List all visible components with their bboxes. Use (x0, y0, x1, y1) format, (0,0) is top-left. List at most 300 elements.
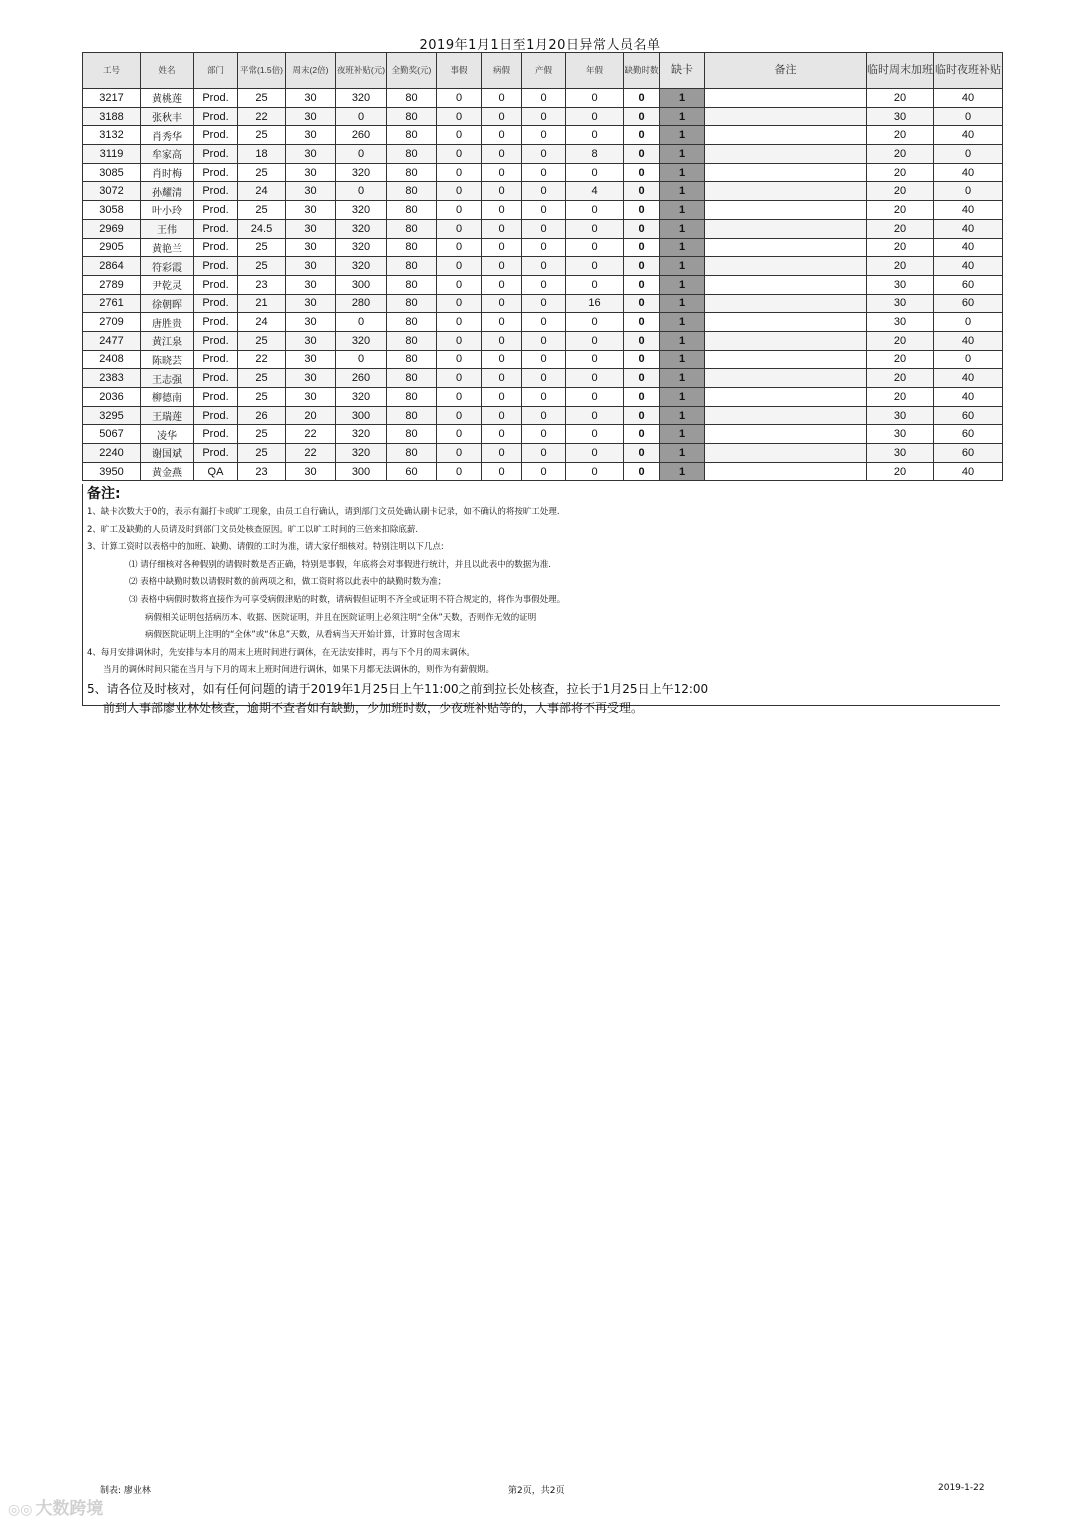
cell-remark (705, 369, 867, 388)
cell-temp-night-allowance: 40 (934, 462, 1003, 481)
cell-normal-overtime: 18 (238, 145, 286, 164)
cell-absence-hours: 0 (624, 331, 660, 350)
cell-missed-punch: 1 (660, 369, 705, 388)
col-header: 临时夜班补贴 (934, 53, 1003, 89)
cell-weekend-overtime: 30 (286, 107, 336, 126)
cell-employee-name: 孙耀清 (141, 182, 194, 201)
cell-sick-leave: 0 (482, 462, 522, 481)
cell-annual-leave: 0 (566, 406, 624, 425)
cell-weekend-overtime: 30 (286, 257, 336, 276)
cell-normal-overtime: 25 (238, 238, 286, 257)
cell-maternity-leave: 0 (522, 219, 566, 238)
cell-sick-leave: 0 (482, 201, 522, 220)
cell-night-allowance: 320 (336, 425, 387, 444)
cell-attendance-bonus: 80 (387, 107, 437, 126)
cell-attendance-bonus: 80 (387, 201, 437, 220)
cell-missed-punch: 1 (660, 238, 705, 257)
cell-night-allowance: 260 (336, 126, 387, 145)
col-header: 夜班补贴(元) (336, 53, 387, 89)
cell-employee-name: 叶小玲 (141, 201, 194, 220)
cell-remark (705, 388, 867, 407)
cell-temp-weekend-overtime: 20 (867, 89, 934, 108)
cell-annual-leave: 0 (566, 350, 624, 369)
cell-employee-name: 肖时梅 (141, 163, 194, 182)
table-row (83, 369, 1003, 388)
cell-temp-weekend-overtime: 20 (867, 331, 934, 350)
note-line: 病假医院证明上注明的“全休”或“休息”天数，从看病当天开始计算，计算时包含周末 (145, 630, 461, 641)
cell-employee-name: 肖秀华 (141, 126, 194, 145)
cell-annual-leave: 0 (566, 201, 624, 220)
cell-temp-night-allowance: 0 (934, 107, 1003, 126)
cell-absence-hours: 0 (624, 219, 660, 238)
cell-employee-id: 3295 (83, 406, 141, 425)
cell-attendance-bonus: 80 (387, 89, 437, 108)
notes-heading: 备注: (87, 486, 121, 502)
cell-annual-leave: 0 (566, 331, 624, 350)
cell-weekend-overtime: 30 (286, 388, 336, 407)
cell-sick-leave: 0 (482, 145, 522, 164)
cell-employee-id: 3085 (83, 163, 141, 182)
cell-personal-leave: 0 (437, 89, 482, 108)
cell-night-allowance: 320 (336, 163, 387, 182)
cell-remark (705, 350, 867, 369)
table-row (83, 257, 1003, 276)
table-row (83, 126, 1003, 145)
cell-attendance-bonus: 80 (387, 406, 437, 425)
cell-absence-hours: 0 (624, 444, 660, 463)
cell-maternity-leave: 0 (522, 201, 566, 220)
cell-sick-leave: 0 (482, 257, 522, 276)
cell-missed-punch: 1 (660, 201, 705, 220)
note-line: 4、每月安排调休时，先安排与本月的周末上班时间进行调休，在无法安排时，再与下个月的周末调休。 (87, 647, 475, 658)
note-line: 5、请各位及时核对，如有任何问题的请于2019年1月25日上午11:00之前到拉长处核查，拉长于1月25日上午12:00 (87, 681, 709, 696)
cell-remark (705, 313, 867, 332)
cell-employee-id: 3132 (83, 126, 141, 145)
cell-annual-leave: 0 (566, 107, 624, 126)
cell-remark (705, 238, 867, 257)
table-row (83, 444, 1003, 463)
col-header: 平常(1.5倍) (238, 53, 286, 89)
cell-weekend-overtime: 30 (286, 182, 336, 201)
cell-attendance-bonus: 80 (387, 369, 437, 388)
cell-annual-leave: 0 (566, 275, 624, 294)
cell-weekend-overtime: 30 (286, 275, 336, 294)
cell-sick-leave: 0 (482, 331, 522, 350)
cell-employee-name: 王志强 (141, 369, 194, 388)
cell-maternity-leave: 0 (522, 182, 566, 201)
cell-attendance-bonus: 80 (387, 425, 437, 444)
cell-department: Prod. (194, 313, 238, 332)
cell-absence-hours: 0 (624, 425, 660, 444)
cell-employee-name: 尹乾灵 (141, 275, 194, 294)
cell-annual-leave: 16 (566, 294, 624, 313)
cell-normal-overtime: 23 (238, 275, 286, 294)
cell-personal-leave: 0 (437, 444, 482, 463)
cell-night-allowance: 0 (336, 145, 387, 164)
cell-remark (705, 126, 867, 145)
cell-employee-id: 5067 (83, 425, 141, 444)
cell-annual-leave: 0 (566, 126, 624, 145)
cell-temp-weekend-overtime: 30 (867, 406, 934, 425)
cell-annual-leave: 0 (566, 425, 624, 444)
col-header: 缺卡 (660, 53, 705, 89)
cell-employee-id: 3217 (83, 89, 141, 108)
cell-temp-night-allowance: 0 (934, 313, 1003, 332)
cell-temp-night-allowance: 0 (934, 145, 1003, 164)
cell-normal-overtime: 25 (238, 126, 286, 145)
cell-personal-leave: 0 (437, 201, 482, 220)
cell-normal-overtime: 26 (238, 406, 286, 425)
cell-temp-weekend-overtime: 20 (867, 145, 934, 164)
cell-sick-leave: 0 (482, 126, 522, 145)
note-line: ⑴ 请仔细核对各种假别的请假时数是否正确，特别是事假，年底将会对事假进行统计，并且以此表中的数据为准. (129, 559, 551, 570)
cell-maternity-leave: 0 (522, 350, 566, 369)
cell-night-allowance: 320 (336, 444, 387, 463)
cell-employee-id: 3950 (83, 462, 141, 481)
cell-missed-punch: 1 (660, 462, 705, 481)
cell-maternity-leave: 0 (522, 331, 566, 350)
table-row (83, 238, 1003, 257)
cell-night-allowance: 0 (336, 350, 387, 369)
cell-employee-id: 2905 (83, 238, 141, 257)
cell-absence-hours: 0 (624, 294, 660, 313)
cell-annual-leave: 8 (566, 145, 624, 164)
cell-temp-night-allowance: 0 (934, 350, 1003, 369)
cell-temp-weekend-overtime: 20 (867, 182, 934, 201)
col-header: 部门 (194, 53, 238, 89)
cell-personal-leave: 0 (437, 126, 482, 145)
cell-normal-overtime: 22 (238, 350, 286, 369)
cell-remark (705, 425, 867, 444)
cell-temp-night-allowance: 0 (934, 182, 1003, 201)
cell-remark (705, 219, 867, 238)
cell-personal-leave: 0 (437, 145, 482, 164)
cell-night-allowance: 300 (336, 275, 387, 294)
col-header: 病假 (482, 53, 522, 89)
cell-temp-night-allowance: 60 (934, 406, 1003, 425)
cell-employee-id: 2383 (83, 369, 141, 388)
cell-missed-punch: 1 (660, 294, 705, 313)
table-row (83, 182, 1003, 201)
cell-maternity-leave: 0 (522, 444, 566, 463)
cell-normal-overtime: 24 (238, 182, 286, 201)
cell-missed-punch: 1 (660, 145, 705, 164)
cell-temp-night-allowance: 40 (934, 219, 1003, 238)
table-row (83, 350, 1003, 369)
cell-employee-id: 3119 (83, 145, 141, 164)
cell-temp-night-allowance: 40 (934, 126, 1003, 145)
note-line: ⑶ 表格中病假时数将直接作为可享受病假津贴的时数，请病假但证明不齐全或证明不符合规定的，将作为事假处理。 (129, 594, 566, 605)
watermark-logo-icon: ◎◎ (8, 1502, 33, 1518)
cell-weekend-overtime: 30 (286, 238, 336, 257)
cell-employee-name: 黄金燕 (141, 462, 194, 481)
cell-temp-weekend-overtime: 20 (867, 388, 934, 407)
cell-annual-leave: 0 (566, 89, 624, 108)
cell-night-allowance: 320 (336, 238, 387, 257)
cell-remark (705, 462, 867, 481)
cell-normal-overtime: 25 (238, 388, 286, 407)
cell-absence-hours: 0 (624, 462, 660, 481)
cell-employee-id: 3188 (83, 107, 141, 126)
cell-maternity-leave: 0 (522, 257, 566, 276)
cell-missed-punch: 1 (660, 89, 705, 108)
cell-normal-overtime: 21 (238, 294, 286, 313)
table-row (83, 107, 1003, 126)
cell-absence-hours: 0 (624, 145, 660, 164)
cell-employee-id: 2864 (83, 257, 141, 276)
cell-absence-hours: 0 (624, 369, 660, 388)
cell-department: Prod. (194, 163, 238, 182)
cell-personal-leave: 0 (437, 369, 482, 388)
cell-temp-weekend-overtime: 20 (867, 369, 934, 388)
cell-department: Prod. (194, 89, 238, 108)
cell-weekend-overtime: 30 (286, 331, 336, 350)
col-header: 产假 (522, 53, 566, 89)
cell-personal-leave: 0 (437, 219, 482, 238)
col-header: 姓名 (141, 53, 194, 89)
cell-weekend-overtime: 30 (286, 201, 336, 220)
cell-missed-punch: 1 (660, 425, 705, 444)
table-row (83, 294, 1003, 313)
table-row (83, 388, 1003, 407)
cell-employee-id: 2477 (83, 331, 141, 350)
cell-employee-id: 2036 (83, 388, 141, 407)
cell-temp-weekend-overtime: 20 (867, 163, 934, 182)
cell-remark (705, 201, 867, 220)
cell-missed-punch: 1 (660, 257, 705, 276)
cell-employee-name: 黄江泉 (141, 331, 194, 350)
cell-personal-leave: 0 (437, 350, 482, 369)
cell-personal-leave: 0 (437, 294, 482, 313)
cell-remark (705, 89, 867, 108)
cell-temp-weekend-overtime: 30 (867, 444, 934, 463)
cell-employee-id: 2789 (83, 275, 141, 294)
cell-night-allowance: 280 (336, 294, 387, 313)
table-row (83, 313, 1003, 332)
cell-weekend-overtime: 30 (286, 294, 336, 313)
cell-personal-leave: 0 (437, 388, 482, 407)
notes-section (82, 484, 1000, 715)
cell-normal-overtime: 22 (238, 107, 286, 126)
cell-sick-leave: 0 (482, 388, 522, 407)
cell-absence-hours: 0 (624, 350, 660, 369)
cell-sick-leave: 0 (482, 350, 522, 369)
cell-temp-weekend-overtime: 30 (867, 425, 934, 444)
cell-employee-id: 2240 (83, 444, 141, 463)
cell-absence-hours: 0 (624, 388, 660, 407)
cell-employee-name: 牟家高 (141, 145, 194, 164)
cell-attendance-bonus: 80 (387, 182, 437, 201)
cell-attendance-bonus: 80 (387, 126, 437, 145)
table-row (83, 219, 1003, 238)
col-header: 周末(2倍) (286, 53, 336, 89)
cell-attendance-bonus: 80 (387, 145, 437, 164)
cell-employee-name: 黄艳兰 (141, 238, 194, 257)
cell-missed-punch: 1 (660, 163, 705, 182)
cell-maternity-leave: 0 (522, 462, 566, 481)
cell-employee-name: 徐朝晖 (141, 294, 194, 313)
cell-missed-punch: 1 (660, 182, 705, 201)
col-header: 备注 (705, 53, 867, 89)
cell-maternity-leave: 0 (522, 425, 566, 444)
cell-department: Prod. (194, 406, 238, 425)
cell-normal-overtime: 25 (238, 331, 286, 350)
cell-employee-name: 符彩霞 (141, 257, 194, 276)
cell-employee-name: 陈晓芸 (141, 350, 194, 369)
cell-annual-leave: 0 (566, 219, 624, 238)
page-title: 2019年1月1日至1月20日异常人员名单 (419, 38, 661, 53)
cell-department: Prod. (194, 331, 238, 350)
table-row (83, 406, 1003, 425)
cell-maternity-leave: 0 (522, 275, 566, 294)
col-header: 全勤奖(元) (387, 53, 437, 89)
cell-missed-punch: 1 (660, 331, 705, 350)
col-header: 年假 (566, 53, 624, 89)
cell-absence-hours: 0 (624, 238, 660, 257)
cell-attendance-bonus: 80 (387, 331, 437, 350)
cell-employee-name: 张秋丰 (141, 107, 194, 126)
cell-attendance-bonus: 80 (387, 163, 437, 182)
table-row (83, 275, 1003, 294)
cell-missed-punch: 1 (660, 388, 705, 407)
cell-personal-leave: 0 (437, 406, 482, 425)
cell-maternity-leave: 0 (522, 313, 566, 332)
cell-department: QA (194, 462, 238, 481)
cell-absence-hours: 0 (624, 163, 660, 182)
cell-absence-hours: 0 (624, 313, 660, 332)
cell-missed-punch: 1 (660, 444, 705, 463)
cell-employee-name: 唐胜贵 (141, 313, 194, 332)
cell-employee-name: 谢国斌 (141, 444, 194, 463)
cell-employee-id: 2761 (83, 294, 141, 313)
cell-department: Prod. (194, 238, 238, 257)
cell-attendance-bonus: 80 (387, 275, 437, 294)
cell-employee-id: 3058 (83, 201, 141, 220)
cell-sick-leave: 0 (482, 107, 522, 126)
cell-personal-leave: 0 (437, 425, 482, 444)
cell-missed-punch: 1 (660, 350, 705, 369)
cell-night-allowance: 300 (336, 406, 387, 425)
cell-personal-leave: 0 (437, 107, 482, 126)
cell-attendance-bonus: 80 (387, 444, 437, 463)
cell-department: Prod. (194, 257, 238, 276)
cell-remark (705, 406, 867, 425)
cell-weekend-overtime: 30 (286, 350, 336, 369)
attendance-table (82, 52, 1003, 481)
table-row (83, 89, 1003, 108)
cell-night-allowance: 300 (336, 462, 387, 481)
cell-night-allowance: 320 (336, 89, 387, 108)
cell-temp-weekend-overtime: 20 (867, 201, 934, 220)
cell-sick-leave: 0 (482, 238, 522, 257)
cell-maternity-leave: 0 (522, 107, 566, 126)
note-line: 2、旷工及缺勤的人员请及时到部门文员处核查原因。旷工以旷工时间的三倍来扣除底薪. (87, 524, 419, 535)
cell-annual-leave: 4 (566, 182, 624, 201)
cell-remark (705, 182, 867, 201)
cell-sick-leave: 0 (482, 163, 522, 182)
cell-temp-night-allowance: 40 (934, 201, 1003, 220)
cell-night-allowance: 320 (336, 257, 387, 276)
cell-night-allowance: 260 (336, 369, 387, 388)
cell-temp-night-allowance: 40 (934, 257, 1003, 276)
cell-missed-punch: 1 (660, 219, 705, 238)
cell-normal-overtime: 25 (238, 89, 286, 108)
cell-annual-leave: 0 (566, 313, 624, 332)
cell-personal-leave: 0 (437, 257, 482, 276)
cell-absence-hours: 0 (624, 89, 660, 108)
cell-night-allowance: 0 (336, 182, 387, 201)
cell-department: Prod. (194, 219, 238, 238)
cell-weekend-overtime: 22 (286, 425, 336, 444)
cell-sick-leave: 0 (482, 219, 522, 238)
table-row (83, 462, 1003, 481)
table-body (83, 89, 1003, 481)
cell-night-allowance: 320 (336, 388, 387, 407)
cell-department: Prod. (194, 388, 238, 407)
footer-page-number: 第2页，共2页 (508, 1486, 565, 1496)
cell-remark (705, 107, 867, 126)
cell-absence-hours: 0 (624, 182, 660, 201)
cell-normal-overtime: 23 (238, 462, 286, 481)
note-line: ⑵ 表格中缺勤时数以请假时数的前两项之和，做工资时将以此表中的缺勤时数为准； (129, 577, 447, 588)
cell-sick-leave: 0 (482, 275, 522, 294)
footer-maker: 制表: 廖业林 (100, 1486, 151, 1496)
cell-temp-weekend-overtime: 30 (867, 107, 934, 126)
cell-absence-hours: 0 (624, 275, 660, 294)
cell-employee-name: 凌华 (141, 425, 194, 444)
table-row (83, 331, 1003, 350)
cell-department: Prod. (194, 444, 238, 463)
cell-missed-punch: 1 (660, 107, 705, 126)
cell-weekend-overtime: 30 (286, 126, 336, 145)
cell-department: Prod. (194, 201, 238, 220)
cell-night-allowance: 0 (336, 107, 387, 126)
cell-temp-weekend-overtime: 30 (867, 275, 934, 294)
cell-department: Prod. (194, 350, 238, 369)
cell-night-allowance: 320 (336, 219, 387, 238)
cell-maternity-leave: 0 (522, 388, 566, 407)
note-line: 当月的调休时间只能在当月与下月的周末上班时间进行调休，如果下月都无法调休的，则作为有薪假期。 (103, 665, 495, 676)
cell-normal-overtime: 25 (238, 163, 286, 182)
cell-temp-night-allowance: 60 (934, 275, 1003, 294)
cell-employee-id: 2408 (83, 350, 141, 369)
cell-sick-leave: 0 (482, 369, 522, 388)
cell-employee-id: 2709 (83, 313, 141, 332)
cell-maternity-leave: 0 (522, 238, 566, 257)
cell-weekend-overtime: 20 (286, 406, 336, 425)
cell-sick-leave: 0 (482, 313, 522, 332)
cell-remark (705, 145, 867, 164)
cell-night-allowance: 0 (336, 313, 387, 332)
cell-temp-weekend-overtime: 20 (867, 126, 934, 145)
cell-remark (705, 163, 867, 182)
cell-temp-weekend-overtime: 30 (867, 294, 934, 313)
cell-temp-night-allowance: 40 (934, 331, 1003, 350)
cell-temp-night-allowance: 40 (934, 163, 1003, 182)
cell-weekend-overtime: 30 (286, 163, 336, 182)
cell-personal-leave: 0 (437, 238, 482, 257)
note-line: 1、缺卡次数大于0的，表示有漏打卡或旷工现象，由员工自行确认，请到部门文员处确认刷卡记录，如不确认的将按旷工处理. (87, 507, 560, 517)
cell-temp-night-allowance: 60 (934, 294, 1003, 313)
cell-personal-leave: 0 (437, 462, 482, 481)
cell-personal-leave: 0 (437, 182, 482, 201)
cell-department: Prod. (194, 275, 238, 294)
cell-remark (705, 294, 867, 313)
watermark-text: 大数跨境 (35, 1499, 104, 1519)
cell-absence-hours: 0 (624, 201, 660, 220)
cell-attendance-bonus: 80 (387, 219, 437, 238)
cell-employee-name: 王瑞莲 (141, 406, 194, 425)
